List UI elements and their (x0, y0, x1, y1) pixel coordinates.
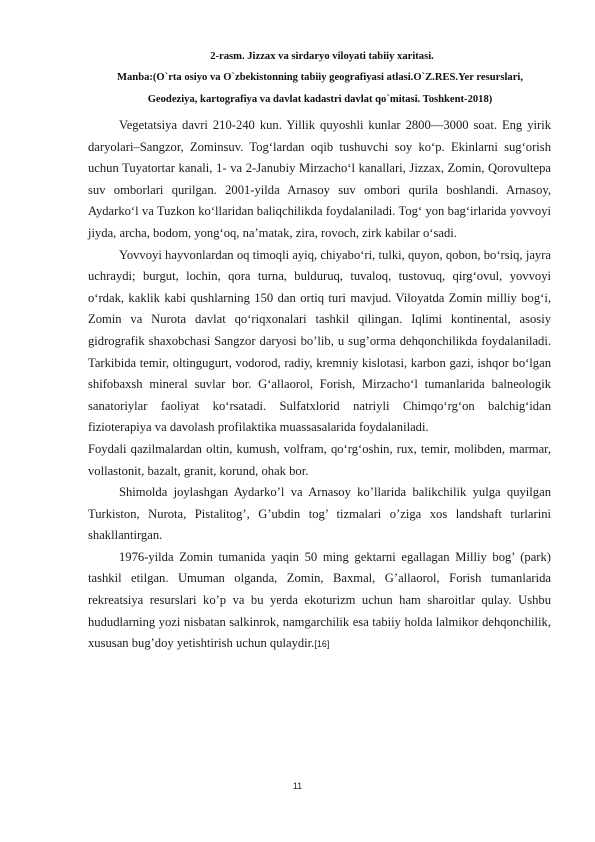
figure-caption-source: Manba:(O`rta osiyo va O`zbekistonning tabiiy geografiyasi atlasi.O`Z.RES.Yer resurslari, (117, 72, 523, 83)
figure-caption-source-cont: Geodeziya, kartografiya va davlat kadastri davlat qo`mitasi. Toshkent-2018) (147, 94, 493, 105)
paragraph-fauna: Yovvoyi hayvonlardan oq timoqli ayiq, chiyabo‘ri, tulki, quyon, qobon, bo‘rsiq, jayra uchraydi; burgut, lochin, qora turna, bulduruq, tuvaloq, tustovuq, qirg‘ovul, yovvoyi o‘rdak, kaklik kabi qushlarning 150 dan ortiq turi mavjud. Viloyatda Zomin milliy bog‘i, Zomin va Nurota davlat qo‘riqxonalari tashkil qilingan. Iqlimi kontinental, asosiy gidrografik shaxobchasi Sangzor daryosi bo’lib, u sug’orma dehqonchilikda foydalaniladi. Tarkibida temir, oltingugurt, vodorod, radiy, kremniy kislotasi, karbon gazi, ishqor bo‘lgan shifobaxsh mineral suvlar bor. G‘allaorol, Forish, Mirzacho‘l tumanlarida balneologik sanatoriylar faoliyat ko‘rsatadi. Sulfatxlorid natriyli Chimqo‘rg‘on balchig‘idan fizioterapiya va davolash profilaktika muassasalarida foydalaniladi. (88, 247, 551, 435)
paragraph-lakes: Shimolda joylashgan Aydarko’l va Arnasoy ko’llarida balikchilik yulga quyilgan Turkiston, Nurota, Pistalitog’, G’ubdin tog’ tizmalari o’ziga xos landshaft turlarini shakllantirgan. (88, 485, 551, 543)
page-number: 11 (292, 781, 303, 791)
paragraph-vegetation: Vegetatsiya davri 210-240 kun. Yillik quyoshli kunlar 2800—3000 soat. Eng yirik daryolari–Sangzor, Zominsuv. Tog‘lardan oqib tushuvchi soy ko‘p. Ekinlarni sug‘orish uchun Tuyatortar kanali, 1- va 2-Janubiy Mirzacho‘l kanallari, Jizzax, Zomin, Qorovultepa suv omborlari qurilgan. 2001-yilda Arnasoy suv ombori qurila boshlandi. Arnasoy, Aydarko‘l va Tuzkon ko‘llaridan baliqchilikda foydalaniladi. Tog‘ yon bag‘irlarida yovvoyi jiyda, archa, bodom, yong‘oq, na’matak, zira, rovoch, zirk kabilar o‘sadi. (88, 118, 551, 240)
paragraph-minerals: Foydali qazilmalardan oltin, kumush, volfram, qo‘rg‘oshin, rux, temir, molibden, marmar, vollastonit, bazalt, granit, korund, ohak bor. (88, 441, 551, 478)
figure-caption-title: 2-rasm. Jizzax va sirdaryo viloyati tabiiy xaritasi. (210, 51, 434, 62)
body-text (88, 115, 551, 656)
paragraph-national-park-text: 1976-yilda Zomin tumanida yaqin 50 ming gektarni egallagan Milliy bog’ (park) tashkil etilgan. Umuman olganda, Zomin, Baxmal, G’allaorol, Forish tumanlarida rekreatsiya resurslari ko’p va bu yerda ekoturizm uchun ham sharoitlar qulay. Ushbu hududlarning yozi nisbatan salkinrok, namgarchilik esa tabiiy holda lalmikor dehqonchilik, xususan bug’doy yetishtirish uchun qulaydir. (88, 549, 551, 651)
reference-marker: [16] (314, 639, 330, 650)
paragraph-national-park (88, 547, 551, 656)
